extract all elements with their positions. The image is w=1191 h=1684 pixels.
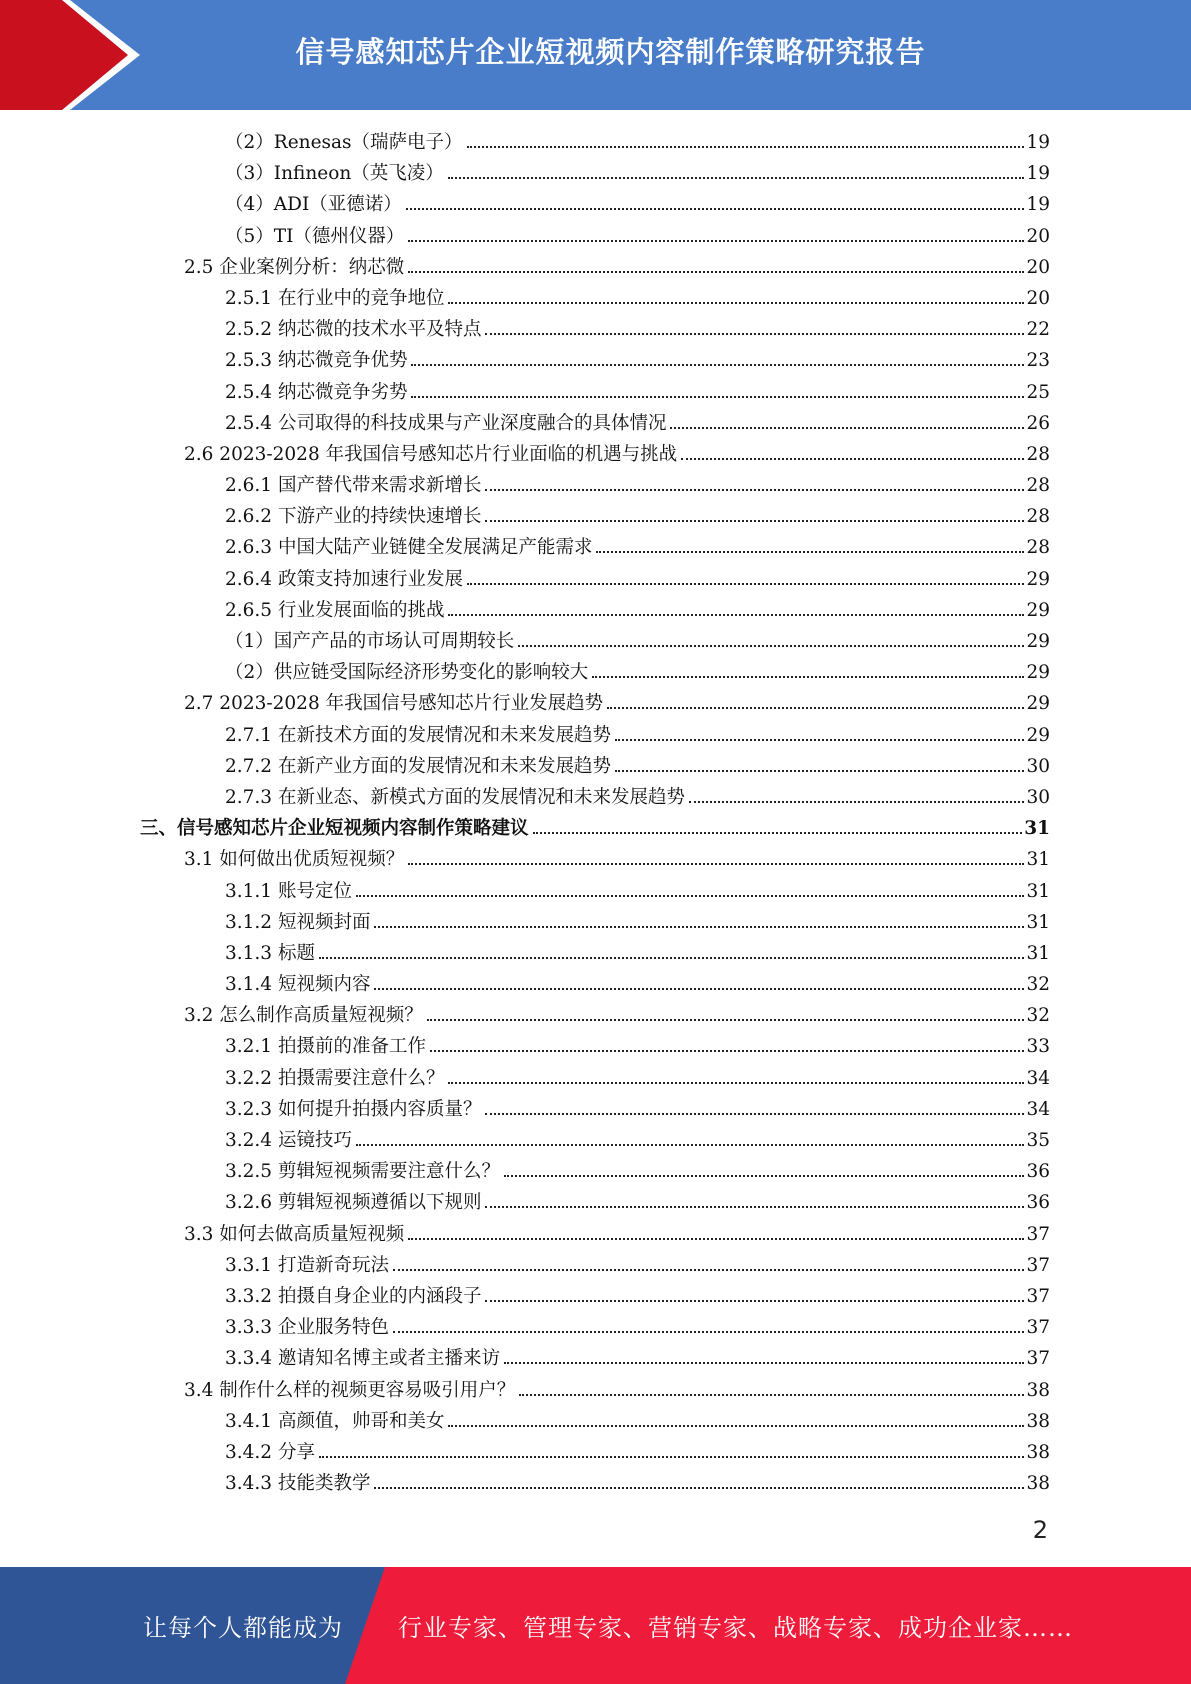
toc-entry-page: 34 — [1026, 1067, 1050, 1089]
toc-entry[interactable] — [140, 127, 1050, 158]
toc-entry-page: 37 — [1026, 1254, 1050, 1276]
toc-entry[interactable] — [140, 907, 1050, 938]
toc-entry-title: 3.1.1 账号定位 — [225, 880, 352, 902]
toc-entry-title: 2.6 2023-2028 年我国信号感知芯片行业面临的机遇与挑战 — [184, 443, 678, 465]
toc-entry-page: 31 — [1026, 880, 1050, 902]
toc-entry-page: 22 — [1026, 319, 1050, 341]
toc-entry[interactable] — [140, 470, 1050, 501]
toc-entry[interactable] — [140, 1281, 1050, 1312]
toc-entry-title: 3.1.2 短视频封面 — [225, 911, 371, 933]
toc-entry-title: （3）Infineon（英飞凌） — [225, 163, 444, 185]
toc-entry[interactable] — [140, 1312, 1050, 1343]
toc-entry[interactable] — [140, 844, 1050, 875]
toc-entry-page: 20 — [1026, 287, 1050, 309]
toc-entry-title: 2.5.1 在行业中的竞争地位 — [225, 287, 445, 309]
toc-entry-title: 2.6.3 中国大陆产业链健全发展满足产能需求 — [225, 537, 593, 559]
toc-dot-leader — [485, 520, 1024, 522]
toc-entry-page: 31 — [1026, 911, 1050, 933]
toc-entry-title: 3.2.4 运镜技巧 — [225, 1130, 352, 1151]
toc-entry-page: 37 — [1026, 1285, 1050, 1307]
toc-dot-leader — [518, 645, 1024, 647]
toc-entry-title: 3.1.4 短视频内容 — [225, 974, 371, 996]
toc-dot-leader — [356, 895, 1025, 897]
toc-entry-title: 2.5.4 纳芯微竞争劣势 — [225, 381, 408, 403]
toc-dot-leader — [356, 1144, 1025, 1146]
toc-dot-leader — [504, 1362, 1024, 1364]
toc-entry-page: 38 — [1026, 1379, 1050, 1401]
toc-dot-leader — [533, 832, 1023, 834]
toc-entry-page: 37 — [1026, 1317, 1050, 1339]
toc-dot-leader — [408, 1238, 1024, 1240]
toc-entry[interactable] — [140, 626, 1050, 657]
toc-dot-leader — [411, 364, 1024, 366]
toc-dot-leader — [408, 240, 1024, 242]
toc-dot-leader — [393, 1269, 1024, 1271]
toc-entry-title: 3.4 制作什么样的视频更容易吸引用户？ — [184, 1379, 516, 1401]
toc-entry[interactable] — [140, 1375, 1050, 1406]
toc-dot-leader — [448, 1082, 1024, 1084]
toc-entry-page: 26 — [1026, 412, 1050, 434]
toc-entry[interactable] — [140, 720, 1050, 751]
toc-entry-page: 38 — [1026, 1410, 1050, 1432]
toc-entry[interactable] — [140, 283, 1050, 314]
toc-dot-leader — [485, 489, 1024, 491]
toc-entry-title: 3.3.1 打造新奇玩法 — [225, 1254, 389, 1276]
toc-entry[interactable] — [140, 782, 1050, 813]
toc-entry-title: （5）TI（德州仪器） — [225, 225, 405, 247]
toc-entry[interactable] — [140, 1063, 1050, 1094]
toc-entry-page: 28 — [1026, 506, 1050, 528]
toc-entry-page: 25 — [1026, 381, 1050, 403]
toc-entry-title: 2.7.3 在新业态、新模式方面的发展情况和未来发展趋势 — [225, 786, 685, 808]
toc-entry-title: 2.6.4 政策支持加速行业发展 — [225, 568, 463, 590]
toc-dot-leader — [408, 271, 1024, 273]
toc-entry-title: 3.3.2 拍摄自身企业的内涵段子 — [225, 1285, 482, 1307]
toc-dot-leader — [448, 1425, 1024, 1427]
toc-entry[interactable] — [140, 1343, 1050, 1374]
toc-entry-title: 3.4.1 高颜值，帅哥和美女 — [225, 1410, 445, 1432]
toc-entry[interactable] — [140, 1250, 1050, 1281]
toc-entry-title: 3.2.3 如何提升拍摄内容质量？ — [225, 1098, 482, 1120]
toc-dot-leader — [485, 1300, 1024, 1302]
toc-entry-page: 19 — [1026, 163, 1050, 185]
toc-entry-page: 29 — [1026, 568, 1050, 590]
toc-dot-leader — [615, 770, 1024, 772]
toc-entry-page: 29 — [1026, 599, 1050, 621]
toc-entry-title: 3.3.4 邀请知名博主或者主播来访 — [225, 1348, 500, 1370]
toc-entry[interactable] — [140, 189, 1050, 220]
toc-entry-page: 29 — [1026, 662, 1050, 684]
toc-entry[interactable] — [140, 345, 1050, 376]
toc-entry-title: （2）供应链受国际经济形势变化的影响较大 — [225, 662, 589, 684]
toc-entry-page: 23 — [1026, 350, 1050, 372]
toc-entry-page: 19 — [1026, 132, 1050, 153]
toc-entry-title: 3.4.2 分享 — [225, 1441, 315, 1463]
page-number: 2 — [1032, 1516, 1048, 1544]
toc-entry-page: 29 — [1026, 631, 1050, 652]
toc-entry-title: 2.6.5 行业发展面临的挑战 — [225, 599, 445, 621]
toc-entry-title: 2.7.1 在新技术方面的发展情况和未来发展趋势 — [225, 724, 611, 746]
toc-entry-title: 2.6.1 国产替代带来需求新增长 — [225, 475, 482, 497]
toc-entry-page: 29 — [1026, 724, 1050, 746]
toc-entry-title: 3.1 如何做出优质短视频？ — [184, 849, 405, 871]
toc-entry-page: 33 — [1026, 1036, 1050, 1058]
toc-dot-leader — [681, 458, 1024, 460]
toc-entry[interactable] — [140, 408, 1050, 439]
toc-entry-title: 2.5.2 纳芯微的技术水平及特点 — [225, 319, 482, 341]
toc-entry[interactable] — [140, 938, 1050, 969]
toc-entry[interactable] — [140, 1094, 1050, 1125]
page-footer — [0, 1567, 1191, 1684]
toc-dot-leader — [467, 583, 1024, 585]
toc-entry-page: 28 — [1026, 537, 1050, 559]
toc-entry[interactable] — [140, 1219, 1050, 1250]
document-title: 信号感知芯片企业短视频内容制作策略研究报告 — [295, 34, 926, 69]
toc-entry-page: 29 — [1026, 693, 1050, 715]
toc-entry[interactable] — [140, 1437, 1050, 1468]
toc-entry[interactable] — [140, 751, 1050, 782]
toc-entry-title: 3.2.6 剪辑短视频遵循以下规则 — [225, 1192, 482, 1214]
toc-dot-leader — [411, 396, 1024, 398]
toc-dot-leader — [448, 614, 1024, 616]
toc-dot-leader — [406, 208, 1025, 210]
toc-entry[interactable] — [140, 532, 1050, 563]
toc-entry[interactable] — [140, 1031, 1050, 1062]
toc-entry-title: 三、信号感知芯片企业短视频内容制作策略建议 — [140, 818, 529, 840]
toc-entry-title: 3.4.3 技能类教学 — [225, 1473, 371, 1495]
toc-entry-title: 2.7.2 在新产业方面的发展情况和未来发展趋势 — [225, 755, 611, 777]
toc-entry-page: 28 — [1026, 475, 1050, 497]
toc-entry-page: 30 — [1026, 755, 1050, 777]
toc-dot-leader — [448, 177, 1025, 179]
toc-entry-page: 38 — [1026, 1473, 1050, 1495]
toc-entry[interactable] — [140, 1187, 1050, 1218]
toc-entry-title: 3.2.5 剪辑短视频需要注意什么？ — [225, 1161, 500, 1183]
toc-dot-leader — [485, 333, 1024, 335]
toc-entry-title: 3.2.1 拍摄前的准备工作 — [225, 1036, 426, 1058]
toc-entry-page: 36 — [1026, 1192, 1050, 1214]
footer-slogan-left: 让每个人都能成为 — [143, 1614, 343, 1642]
toc-dot-leader — [408, 863, 1024, 865]
toc-entry[interactable] — [140, 501, 1050, 532]
toc-dot-leader — [670, 427, 1024, 429]
toc-entry-page: 32 — [1026, 974, 1050, 996]
toc-entry-title: 2.5.4 公司取得的科技成果与产业深度融合的具体情况 — [225, 412, 667, 434]
toc-dot-leader — [427, 1019, 1025, 1021]
toc-entry-page: 34 — [1026, 1098, 1050, 1120]
toc-entry-title: 2.5.3 纳芯微竞争优势 — [225, 350, 408, 372]
toc-entry-page: 28 — [1026, 443, 1050, 465]
toc-dot-leader — [615, 739, 1024, 741]
toc-dot-leader — [467, 146, 1025, 148]
toc-entry[interactable] — [140, 876, 1050, 907]
toc-entry-page: 36 — [1026, 1161, 1050, 1183]
toc-dot-leader — [519, 1394, 1024, 1396]
toc-dot-leader — [592, 676, 1024, 678]
toc-dot-leader — [430, 1050, 1024, 1052]
table-of-contents — [140, 127, 1050, 1499]
toc-entry[interactable] — [140, 252, 1050, 283]
toc-dot-leader — [374, 988, 1024, 990]
toc-entry[interactable] — [140, 1125, 1050, 1156]
toc-entry-page: 37 — [1026, 1348, 1050, 1370]
toc-entry[interactable] — [140, 688, 1050, 719]
footer-slogan-right: 行业专家、管理专家、营销专家、战略专家、成功企业家…… — [398, 1614, 1073, 1642]
toc-entry-page: 30 — [1026, 786, 1050, 808]
toc-entry-page: 31 — [1024, 818, 1050, 840]
toc-entry-title: 2.5 企业案例分析：纳芯微 — [184, 256, 405, 278]
toc-dot-leader — [689, 801, 1024, 803]
toc-dot-leader — [374, 926, 1024, 928]
toc-entry[interactable] — [140, 595, 1050, 626]
toc-entry[interactable] — [140, 221, 1050, 252]
toc-entry-title: （1）国产产品的市场认可周期较长 — [225, 631, 515, 652]
toc-entry[interactable] — [140, 314, 1050, 345]
toc-entry-title: （4）ADI（亚德诺） — [225, 194, 402, 216]
toc-entry-page: 32 — [1026, 1005, 1050, 1027]
toc-dot-leader — [319, 957, 1025, 959]
toc-dot-leader — [596, 551, 1024, 553]
toc-entry-title: 3.2 怎么制作高质量短视频？ — [184, 1005, 423, 1027]
toc-entry-title: 2.7 2023-2028 年我国信号感知芯片行业发展趋势 — [184, 693, 604, 715]
toc-entry-title: 2.6.2 下游产业的持续快速增长 — [225, 506, 482, 528]
toc-entry-title: 3.3 如何去做高质量短视频 — [184, 1223, 405, 1245]
toc-dot-leader — [504, 1175, 1024, 1177]
toc-entry-page: 35 — [1026, 1130, 1050, 1151]
toc-entry[interactable] — [140, 564, 1050, 595]
toc-entry-page: 19 — [1026, 194, 1050, 216]
toc-entry-title: （2）Renesas（瑞萨电子） — [225, 132, 463, 153]
toc-entry-page: 20 — [1026, 256, 1050, 278]
page-header — [0, 0, 1191, 110]
toc-entry[interactable] — [140, 1000, 1050, 1031]
toc-entry-title: 3.2.2 拍摄需要注意什么？ — [225, 1067, 445, 1089]
toc-entry[interactable] — [140, 1406, 1050, 1437]
toc-entry[interactable] — [140, 813, 1050, 844]
toc-dot-leader — [485, 1206, 1024, 1208]
toc-entry[interactable] — [140, 969, 1050, 1000]
toc-dot-leader — [485, 1113, 1024, 1115]
toc-dot-leader — [374, 1487, 1024, 1489]
toc-dot-leader — [393, 1331, 1024, 1333]
toc-entry-page: 38 — [1026, 1441, 1050, 1463]
toc-dot-leader — [607, 707, 1024, 709]
toc-entry[interactable] — [140, 377, 1050, 408]
toc-entry-page: 20 — [1026, 225, 1050, 247]
toc-entry[interactable] — [140, 657, 1050, 688]
toc-entry[interactable] — [140, 158, 1050, 189]
toc-entry[interactable] — [140, 439, 1050, 470]
toc-entry-title: 3.1.3 标题 — [225, 942, 315, 964]
toc-entry-page: 31 — [1026, 942, 1050, 964]
toc-entry-title: 3.3.3 企业服务特色 — [225, 1317, 389, 1339]
toc-dot-leader — [448, 302, 1024, 304]
toc-entry-page: 37 — [1026, 1223, 1050, 1245]
toc-entry[interactable] — [140, 1468, 1050, 1499]
toc-dot-leader — [319, 1456, 1025, 1458]
toc-entry-page: 31 — [1026, 849, 1050, 871]
toc-entry[interactable] — [140, 1156, 1050, 1187]
